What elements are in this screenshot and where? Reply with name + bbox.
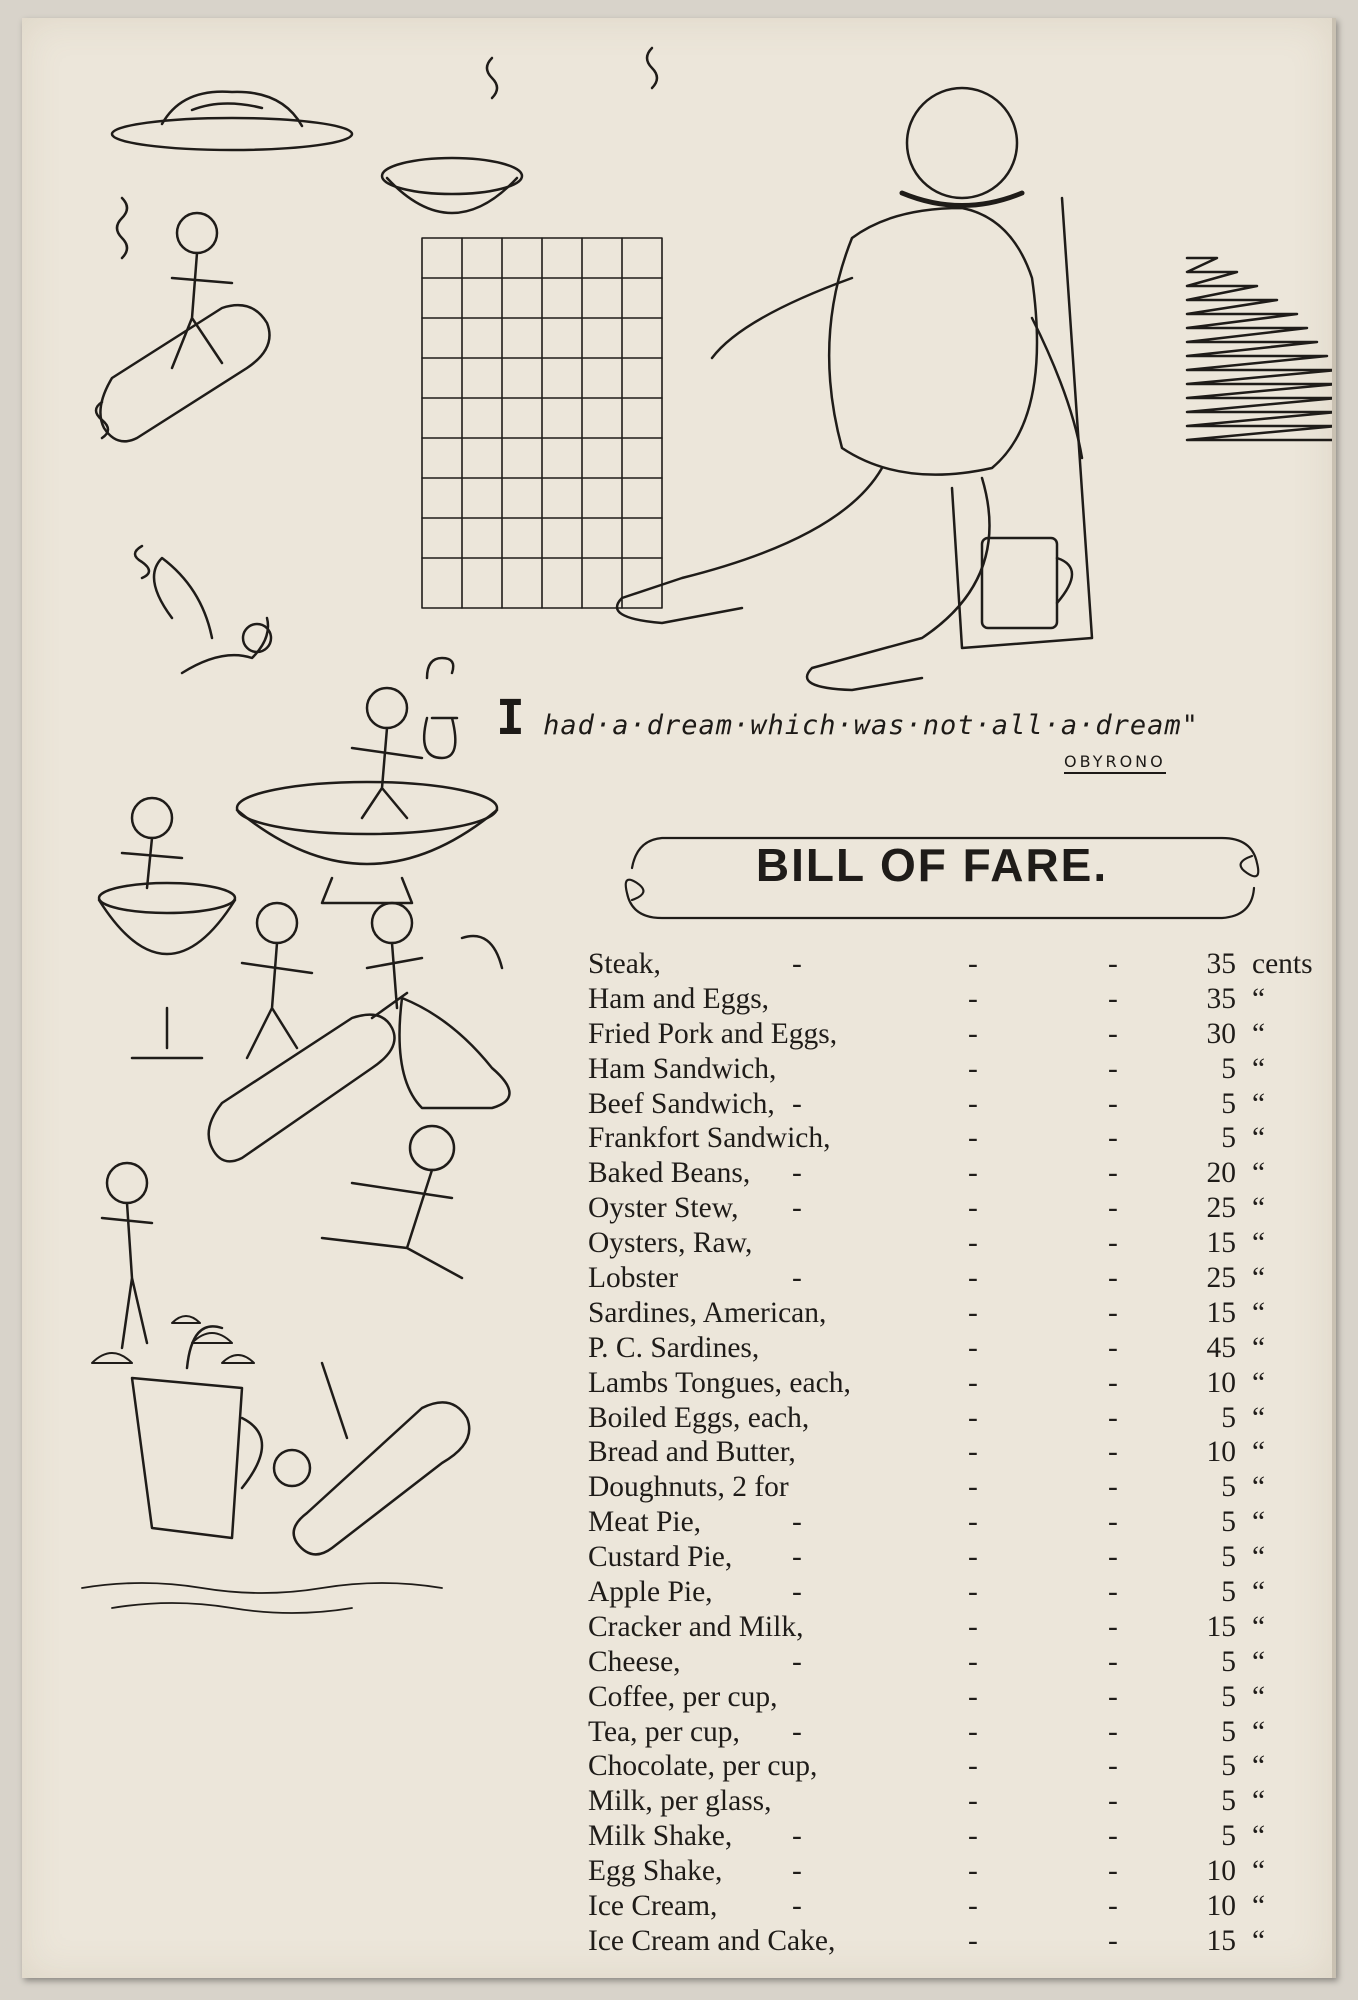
seated-man-figure	[617, 88, 1092, 690]
menu-item-name: Ham Sandwich,	[588, 1052, 777, 1085]
menu-item-name: Cheese,	[588, 1645, 681, 1678]
leader-dash: -	[1108, 948, 1118, 980]
menu-item-name: Boiled Eggs, each,	[588, 1401, 810, 1434]
menu-item-name: Chocolate, per cup,	[588, 1750, 818, 1783]
tankard-icon	[132, 1326, 262, 1538]
leader-dash: -	[1108, 1750, 1118, 1783]
menu-item-price: 5	[1221, 1471, 1236, 1504]
leader-dash: -	[1108, 1157, 1118, 1190]
menu-item-price: 5	[1221, 1576, 1236, 1609]
menu-item-price: 15	[1206, 1296, 1236, 1329]
price-unit: “	[1252, 1715, 1266, 1748]
leader-dash: -	[1108, 1506, 1118, 1539]
price-unit: “	[1252, 1296, 1266, 1329]
menu-item-name: Apple Pie,	[588, 1576, 713, 1609]
leader-dash: -	[792, 1157, 802, 1190]
leader-dash: -	[968, 1227, 978, 1260]
leader-dash: -	[1108, 1715, 1118, 1748]
menu-item-name: Cracker and Milk,	[588, 1610, 804, 1643]
menu-item-name: Baked Beans,	[588, 1157, 751, 1190]
menu-item-price: 10	[1206, 1436, 1236, 1469]
price-unit: “	[1252, 1890, 1266, 1923]
menu-item-price: 45	[1206, 1331, 1236, 1364]
price-unit: “	[1252, 1645, 1266, 1678]
leader-dash: -	[968, 1157, 978, 1190]
leader-dash: -	[968, 1576, 978, 1609]
punch-bowl-icon	[237, 782, 497, 903]
menu-item-price: 10	[1206, 1366, 1236, 1399]
price-unit: “	[1252, 1855, 1266, 1888]
leader-dash: -	[968, 1052, 978, 1085]
menu-item-price: 15	[1206, 1227, 1236, 1260]
menu-item-price: 5	[1221, 1541, 1236, 1574]
leader-dash: -	[968, 1855, 978, 1888]
winged-dog-figure	[154, 558, 271, 673]
leader-dash: -	[1108, 1785, 1118, 1818]
quote-initial: I	[496, 690, 526, 746]
price-unit: “	[1252, 1157, 1266, 1190]
price-unit: “	[1252, 1087, 1266, 1120]
leader-dash: -	[1108, 1471, 1118, 1504]
menu-item-price: 5	[1221, 1506, 1236, 1539]
menu-item-price: 5	[1221, 1122, 1236, 1155]
leader-dash: -	[1108, 982, 1118, 1015]
price-unit: “	[1252, 1541, 1266, 1574]
menu-item-name: Frankfort Sandwich,	[588, 1122, 831, 1155]
menu-item-price: 35	[1206, 948, 1236, 980]
leader-dash: -	[1108, 1262, 1118, 1295]
leader-dash: -	[1108, 1855, 1118, 1888]
leader-dash: -	[968, 1471, 978, 1504]
bottle-icon	[100, 305, 269, 441]
menu-item-name: Milk, per glass,	[588, 1785, 772, 1818]
menu-item-name: Fried Pork and Eggs,	[588, 1017, 838, 1050]
leader-dash: -	[792, 1506, 802, 1539]
leader-dash: -	[1108, 1366, 1118, 1399]
menu-item-name: Beef Sandwich,	[588, 1087, 775, 1120]
menu-item-price: 5	[1221, 1645, 1236, 1678]
price-unit: “	[1252, 1785, 1266, 1818]
menu-card	[22, 18, 1336, 1978]
fireplace-icon	[422, 238, 662, 608]
leader-dash: -	[968, 1087, 978, 1120]
leader-dash: -	[968, 1541, 978, 1574]
price-unit: “	[1252, 1576, 1266, 1609]
leader-dash: -	[968, 1890, 978, 1923]
menu-item-name: Tea, per cup,	[588, 1715, 740, 1748]
price-unit: “	[1252, 1227, 1266, 1260]
leader-dash: -	[1108, 1610, 1118, 1643]
menu-item-name: Bread and Butter,	[588, 1436, 796, 1469]
leader-dash: -	[968, 982, 978, 1015]
leader-dash: -	[1108, 1296, 1118, 1329]
artist-signature: OBYRONO	[1064, 752, 1166, 774]
menu-item-price: 5	[1221, 1680, 1236, 1713]
leader-dash: -	[1108, 1436, 1118, 1469]
menu-item-price: 5	[1221, 1820, 1236, 1853]
price-unit: “	[1252, 1924, 1266, 1957]
goblet-icon	[99, 883, 235, 1058]
price-unit: “	[1252, 1262, 1266, 1295]
menu-item-name: Sardines, American,	[588, 1296, 827, 1329]
price-unit: “	[1252, 1017, 1266, 1050]
menu-item-price: 5	[1221, 1401, 1236, 1434]
leader-dash: -	[968, 1401, 978, 1434]
menu-item-name: Lambs Tongues, each,	[588, 1366, 851, 1399]
leader-dash: -	[792, 1576, 802, 1609]
price-unit: “	[1252, 1506, 1266, 1539]
menu-item-price: 10	[1206, 1855, 1236, 1888]
menu-item-name: Lobster	[588, 1262, 679, 1295]
leader-dash: -	[968, 1122, 978, 1155]
leader-dash: -	[968, 1017, 978, 1050]
menu-item-name: Ice Cream,	[588, 1890, 718, 1923]
spring-icon	[1187, 258, 1332, 440]
imp-figure	[172, 213, 232, 368]
price-unit: “	[1252, 1192, 1266, 1225]
leader-dash: -	[792, 1087, 802, 1120]
menu-item-name: Meat Pie,	[588, 1506, 702, 1539]
leader-dash: -	[968, 1192, 978, 1225]
price-unit: “	[1252, 1820, 1266, 1853]
menu-item-name: Milk Shake,	[588, 1820, 733, 1853]
leader-dash: -	[1108, 1227, 1118, 1260]
menu-item-name: Coffee, per cup,	[588, 1680, 778, 1713]
menu-item-name: P. C. Sardines,	[588, 1331, 760, 1364]
menu-item-name: Egg Shake,	[588, 1855, 723, 1888]
bottle-icon	[294, 1402, 470, 1554]
menu-item-price: 5	[1221, 1750, 1236, 1783]
price-unit: “	[1252, 1366, 1266, 1399]
price-unit: “	[1252, 1401, 1266, 1434]
leader-dash: -	[968, 1436, 978, 1469]
leader-dash: -	[1108, 1401, 1118, 1434]
price-unit: “	[1252, 1331, 1266, 1364]
leader-dash: -	[1108, 1820, 1118, 1853]
price-unit: “	[1252, 1436, 1266, 1469]
leader-dash: -	[968, 1924, 978, 1957]
leader-dash: -	[968, 1366, 978, 1399]
leader-dash: -	[792, 1541, 802, 1574]
leader-dash: -	[1108, 1087, 1118, 1120]
leader-dash: -	[968, 1331, 978, 1364]
leader-dash: -	[1108, 1576, 1118, 1609]
leader-dash: -	[1108, 1122, 1118, 1155]
leader-dash: -	[1108, 1541, 1118, 1574]
leader-dash: -	[1108, 1890, 1118, 1923]
price-unit: “	[1252, 1471, 1266, 1504]
menu-item-name: Ham and Eggs,	[588, 982, 770, 1015]
menu-item-price: 5	[1221, 1087, 1236, 1120]
leader-dash: -	[968, 1820, 978, 1853]
quote-text: had·a·dream·which·was·not·all·a·dream"	[543, 710, 1199, 741]
leader-dash: -	[792, 948, 802, 980]
leader-dash: -	[968, 1750, 978, 1783]
menu-item-price: 25	[1206, 1192, 1236, 1225]
menu-item-price: 10	[1206, 1890, 1236, 1923]
menu-item-price: 5	[1221, 1715, 1236, 1748]
imp-figure	[242, 903, 312, 1058]
ewer-icon	[400, 936, 510, 1108]
menu-item-price: 5	[1221, 1052, 1236, 1085]
leader-dash: -	[968, 1645, 978, 1678]
leader-dash: -	[968, 1262, 978, 1295]
leader-dash: -	[792, 1715, 802, 1748]
menu-item-price: 25	[1206, 1262, 1236, 1295]
imp-figure	[122, 798, 182, 888]
leader-dash: -	[792, 1262, 802, 1295]
imp-figure	[102, 1163, 152, 1348]
leader-dash: -	[1108, 1017, 1118, 1050]
leader-dash: -	[1108, 1331, 1118, 1364]
menu-item-price: 5	[1221, 1785, 1236, 1818]
leader-dash: -	[1108, 1680, 1118, 1713]
menu-item-name: Steak,	[588, 948, 661, 980]
imp-figure	[367, 903, 422, 1008]
price-unit: “	[1252, 1610, 1266, 1643]
imp-figure	[274, 1363, 347, 1486]
leader-dash: -	[1108, 1645, 1118, 1678]
leader-dash: -	[968, 1715, 978, 1748]
leader-dash: -	[968, 1296, 978, 1329]
menu-item-price: 15	[1206, 1610, 1236, 1643]
price-unit: “	[1252, 1052, 1266, 1085]
leader-dash: -	[1108, 1192, 1118, 1225]
imp-figure	[352, 688, 422, 818]
mushrooms-icon	[92, 1316, 254, 1363]
menu-item-name: Ice Cream and Cake,	[588, 1924, 836, 1957]
leader-dash: -	[968, 1610, 978, 1643]
leader-dash: -	[1108, 1924, 1118, 1957]
leader-dash: -	[792, 1855, 802, 1888]
menu-item-price: 15	[1206, 1924, 1236, 1957]
leader-dash: -	[1108, 1052, 1118, 1085]
leader-dash: -	[968, 1785, 978, 1818]
leader-dash: -	[792, 1820, 802, 1853]
leader-dash: -	[968, 1680, 978, 1713]
menu-item-name: Oyster Stew,	[588, 1192, 739, 1225]
leader-dash: -	[792, 1890, 802, 1923]
menu-item-name: Doughnuts, 2 for	[588, 1471, 789, 1504]
menu-item-price: 30	[1206, 1017, 1236, 1050]
menu-item-price: 35	[1206, 982, 1236, 1015]
price-unit: “	[1252, 982, 1266, 1015]
corkscrew-icon	[424, 658, 457, 758]
quotation	[496, 690, 1199, 746]
price-unit: cents	[1252, 948, 1313, 980]
leader-dash: -	[792, 1645, 802, 1678]
page-title: BILL OF FARE.	[755, 839, 1109, 891]
price-unit: “	[1252, 1122, 1266, 1155]
leader-dash: -	[968, 1506, 978, 1539]
bottle-icon	[209, 993, 407, 1161]
roast-platter-icon	[112, 92, 352, 150]
menu-item-name: Oysters, Raw,	[588, 1227, 753, 1260]
menu-item-name: Custard Pie,	[588, 1541, 733, 1574]
imp-figure	[322, 1126, 462, 1278]
menu-item-price: 20	[1206, 1157, 1236, 1190]
price-unit: “	[1252, 1750, 1266, 1783]
leader-dash: -	[792, 1192, 802, 1225]
price-unit: “	[1252, 1680, 1266, 1713]
leader-dash: -	[968, 948, 978, 980]
